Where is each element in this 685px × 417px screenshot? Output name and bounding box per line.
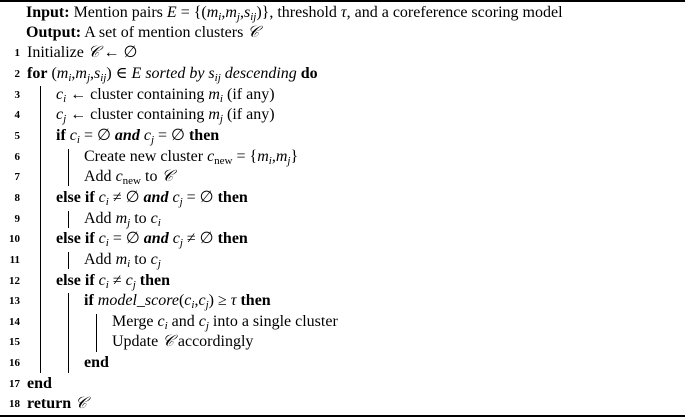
algo-line [0,187,685,209]
algo-line [0,270,685,292]
output-line [26,22,259,44]
line-number: 10 [9,233,20,245]
line-number: 3 [14,89,20,101]
line-number: 14 [9,316,20,328]
algo-line [0,84,685,106]
algo-line [0,146,685,168]
algo-line [0,42,685,64]
line-number: 12 [9,275,20,287]
line-text: Add $m_j$ to $c_i$ [84,210,161,229]
algo-line [0,373,685,395]
line-text: Initialize 𝒞 ← ∅ [27,44,138,61]
algo-line [0,249,685,271]
algo-line [0,228,685,250]
line-text: end [27,375,52,392]
line-number: 5 [14,130,20,142]
line-text: Merge $c_i$ and $c_j$ into a single cluster [112,313,338,332]
algo-line [0,166,685,188]
line-text: Update 𝒞 accordingly [112,333,254,350]
elseif-block-bar [68,252,69,269]
if-block-bar [68,149,69,186]
line-text: Add $c_{new}$ to 𝒞 [84,168,174,187]
line-text: if $model\_score(c_i,c_j) \ge \tau$ then [84,292,271,311]
line-text: if $c_i$ = ∅ and $c_j$ = ∅ then [56,127,220,146]
algo-line [0,352,685,374]
line-number: 17 [9,378,20,390]
algo-line [0,104,685,126]
elseif-block-bar [68,293,69,373]
input-text: Mention pairs $E = \{(m_i,m_j,s_{ij})\}$, threshold τ, and a coreference scoring model [73,4,563,23]
output-label: Output: [26,24,82,41]
line-number: 18 [9,398,20,410]
elseif-block-bar [68,211,69,228]
algo-line [0,290,685,312]
line-text: Add $m_i$ to $c_j$ [84,251,161,270]
line-text: Create new cluster $c_{new} = \{m_i,m_j\}$ [84,148,299,167]
algo-line [0,311,685,333]
line-number: 1 [14,47,20,59]
line-text: for $(m_i,m_j,s_{ij})$ ∈ E sorted by $s_{ij}$ descending do [27,65,318,84]
line-number: 2 [14,68,20,80]
line-number: 11 [9,254,20,266]
line-text: else if $c_i \ne c_j$ then [56,272,171,291]
line-text: $c_i$ ← cluster containing $m_i$ (if any) [56,86,275,105]
line-number: 8 [14,192,20,204]
line-text: return 𝒞 [27,395,87,412]
input-label: Input: [26,4,70,21]
line-number: 16 [9,357,20,369]
for-block-bar [40,86,41,373]
algo-line [0,393,685,415]
algo-line [0,331,685,353]
line-number: 4 [14,109,20,121]
line-text: else if $c_i$ = ∅ and $c_j$ ≠ ∅ then [56,230,248,249]
line-text: else if $c_i$ ≠ ∅ and $c_j$ = ∅ then [56,189,248,208]
algo-line [0,63,685,85]
line-number: 13 [9,295,20,307]
line-number: 6 [14,151,20,163]
algo-line [0,125,685,147]
line-text: end [84,354,109,371]
inner-if-block-bar [96,314,97,352]
line-text: $c_j$ ← cluster containing $m_j$ (if any) [56,106,275,125]
output-text: A set of mention clusters 𝒞 [84,24,260,41]
line-number: 9 [14,213,20,225]
algo-line [0,208,685,230]
line-number: 15 [9,336,20,348]
input-line [26,2,563,24]
line-number: 7 [14,171,20,183]
